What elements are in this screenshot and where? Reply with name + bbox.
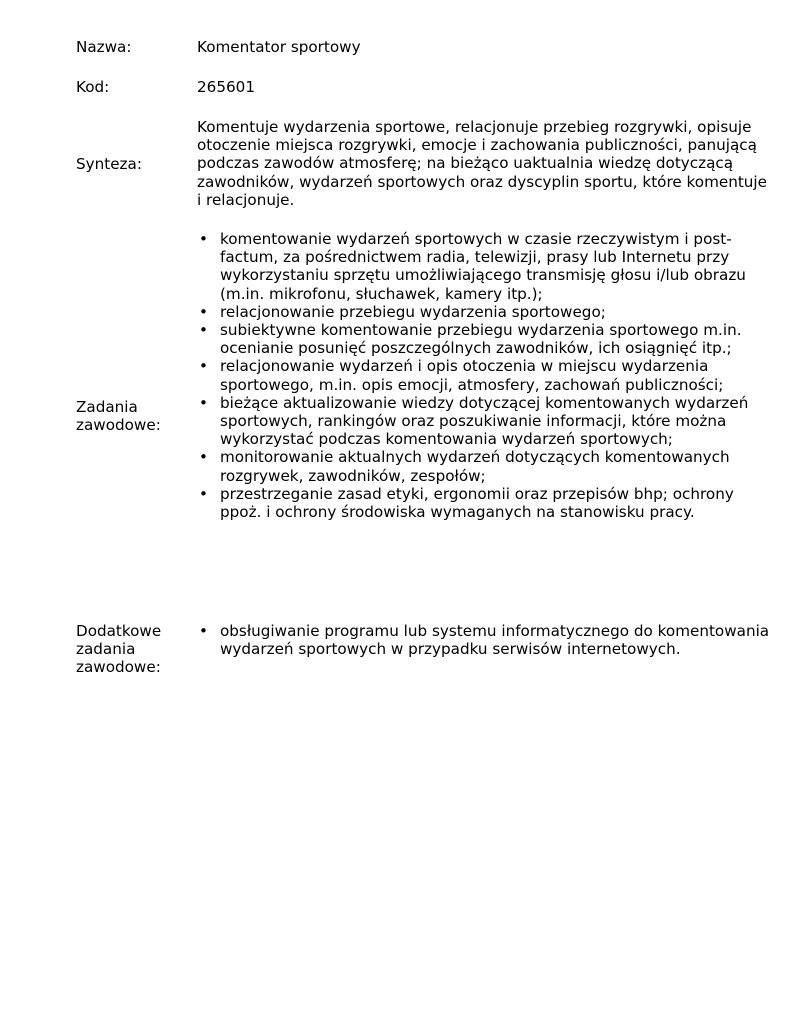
- bullet-icon: •: [199, 484, 208, 503]
- code-label: Kod:: [76, 78, 110, 96]
- tasks-list-container: [197, 230, 767, 521]
- additional-tasks-label-line3: zawodowe:: [76, 658, 161, 677]
- list-item: [174, 230, 774, 303]
- list-item: [174, 622, 774, 658]
- additional-task-text: obsługiwanie programu lub systemu informatycznego do komentowania wydarzeń sportowych w przypadku serwisów internetowych.: [220, 622, 770, 659]
- additional-tasks-label-line2: zadania: [76, 640, 136, 659]
- bullet-icon: •: [199, 321, 208, 340]
- synthesis-text: Komentuje wydarzenia sportowe, relacjonuje przebieg rozgrywki, opisuje otoczenie miejsca rozgrywki, emocje i zachowania publiczności, panującą podczas zawodów atmosferę; na bieżąco uaktualnia wiedzę dotyczącą zawodników, wydarzeń sportowych oraz dyscyplin sportu, które komentuje i relacjonuje.: [197, 118, 767, 209]
- synthesis-row: [76, 118, 766, 210]
- task-text: relacjonowanie wydarzeń i opis otoczenia w miejscu wydarzenia sportowego, m.in. opis emocji, atmosfery, zachowań publiczności;: [220, 357, 724, 394]
- bullet-icon: •: [199, 302, 208, 321]
- occupation-name: Komentator sportowy: [197, 38, 361, 56]
- additional-tasks-list-container: [197, 622, 770, 659]
- bullet-icon: •: [199, 622, 208, 640]
- tasks-list: [174, 230, 774, 521]
- bullet-icon: •: [199, 393, 208, 412]
- occupation-code: 265601: [197, 78, 255, 96]
- bullet-icon: •: [199, 448, 208, 467]
- additional-tasks-row: [76, 622, 770, 682]
- bullet-icon: •: [199, 357, 208, 376]
- code-row: [76, 78, 766, 98]
- name-row: [76, 38, 766, 58]
- synthesis-label: Synteza:: [76, 155, 142, 173]
- list-item: [174, 321, 774, 357]
- name-label: Nazwa:: [76, 38, 132, 56]
- task-text: przestrzeganie zasad etyki, ergonomii oraz przepisów bhp; ochrony ppoż. i ochrony środowiska wymaganych na stanowisku pracy.: [220, 484, 734, 522]
- list-item: [174, 357, 774, 393]
- tasks-label-line1: Zadania: [76, 398, 138, 416]
- task-text: subiektywne komentowanie przebiegu wydarzenia sportowego m.in. ocenianie posunięć poszczególnych zawodników, ich osiągnięć itp.;: [220, 321, 742, 358]
- list-item: [174, 303, 774, 321]
- tasks-label-line2: zawodowe:: [76, 416, 161, 435]
- additional-tasks-list: [174, 622, 774, 658]
- task-text: monitorowanie aktualnych wydarzeń dotyczących komentowanych rozgrywek, zawodników, zespołów;: [220, 448, 730, 485]
- task-text: relacjonowanie przebiegu wydarzenia sportowego;: [220, 302, 606, 321]
- list-item: [174, 485, 774, 521]
- additional-tasks-label-line1: Dodatkowe: [76, 622, 162, 640]
- bullet-icon: •: [199, 230, 208, 248]
- tasks-row: [76, 230, 766, 602]
- list-item: [174, 448, 774, 484]
- list-item: [174, 394, 774, 449]
- task-text: bieżące aktualizowanie wiedzy dotyczącej komentowanych wydarzeń sportowych, rankingów oraz poszukiwanie informacji, które można wykorzystać podczas komentowania wydarzeń sportowych;: [220, 393, 749, 449]
- task-text: komentowanie wydarzeń sportowych w czasie rzeczywistym i post-factum, za pośrednictwem radia, telewizji, prasy lub Internetu przy wykorzystaniu sprzętu umożliwiającego transmisję głosu i/lub obrazu (m.in. mikrofonu, słuchawek, kamery itp.);: [220, 230, 746, 303]
